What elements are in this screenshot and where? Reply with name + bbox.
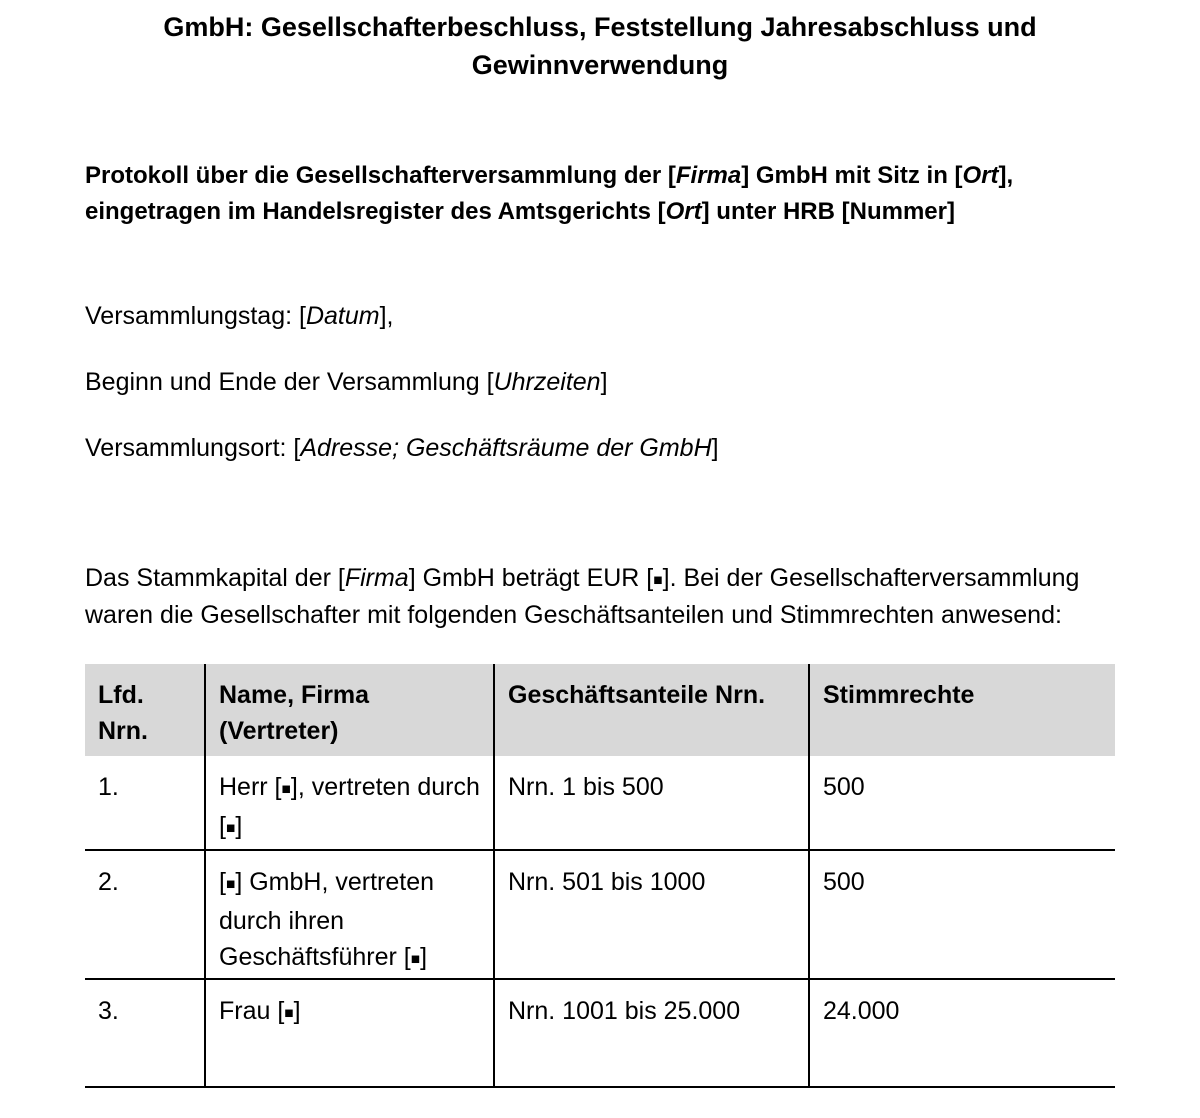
- page-title: [85, 0, 1115, 84]
- table-header-row: [85, 664, 1115, 756]
- row-number-cell: 2.: [85, 850, 205, 979]
- header-cell-name-firma: Name, Firma (Vertreter): [205, 664, 494, 756]
- shareholders-table: [85, 664, 1115, 1088]
- capital-paragraph: [85, 561, 1115, 633]
- page-title-line1: GmbH: Gesellschafterbeschluss, Feststellung Jahresabschluss und: [163, 12, 1037, 42]
- meeting-time-line: Beginn und Ende der Versammlung [Uhrzeiten]: [85, 368, 608, 396]
- row-number-cell: 3.: [85, 979, 205, 1087]
- intro-paragraph: [85, 158, 1115, 230]
- capital-line1: Das Stammkapital der [Firma] GmbH beträgt EUR [■]. Bei der Gesellschafterversammlung: [85, 564, 1080, 592]
- intro-line1: Protokoll über die Gesellschafterversammlung der [Firma] GmbH mit Sitz in [Ort],: [85, 162, 1014, 189]
- intro-line2: eingetragen im Handelsregister des Amtsgerichts [Ort] unter HRB [Nummer]: [85, 198, 955, 225]
- meeting-day-line: Versammlungstag: [Datum],: [85, 302, 394, 330]
- header-cell-lfd-nrn: Lfd. Nrn.: [85, 664, 205, 756]
- meeting-place-line: Versammlungsort: [Adresse; Geschäftsräume der GmbH]: [85, 434, 719, 462]
- page-title-line2: Gewinnverwendung: [471, 50, 729, 80]
- header-cell-stimmrechte: Stimmrechte: [809, 664, 1115, 756]
- votes-cell: 500: [809, 756, 1115, 850]
- row-number-cell: 1.: [85, 756, 205, 850]
- name-cell: [■] GmbH, vertreten durch ihren Geschäftsführer [■]: [205, 850, 494, 979]
- capital-line2: waren die Gesellschafter mit folgenden Geschäftsanteilen und Stimmrechten anwesend:: [85, 601, 1062, 630]
- name-cell: Frau [■]: [205, 979, 494, 1087]
- header-cell-geschaeftsanteile: Geschäftsanteile Nrn.: [494, 664, 809, 756]
- shares-cell: Nrn. 1 bis 500: [494, 756, 809, 850]
- table-row: [85, 850, 1115, 979]
- shares-cell: Nrn. 1001 bis 25.000: [494, 979, 809, 1087]
- votes-cell: 24.000: [809, 979, 1115, 1087]
- votes-cell: 500: [809, 850, 1115, 979]
- shares-cell: Nrn. 501 bis 1000: [494, 850, 809, 979]
- table-row: [85, 756, 1115, 850]
- table-row: [85, 979, 1115, 1087]
- name-cell: Herr [■], vertreten durch [■]: [205, 756, 494, 850]
